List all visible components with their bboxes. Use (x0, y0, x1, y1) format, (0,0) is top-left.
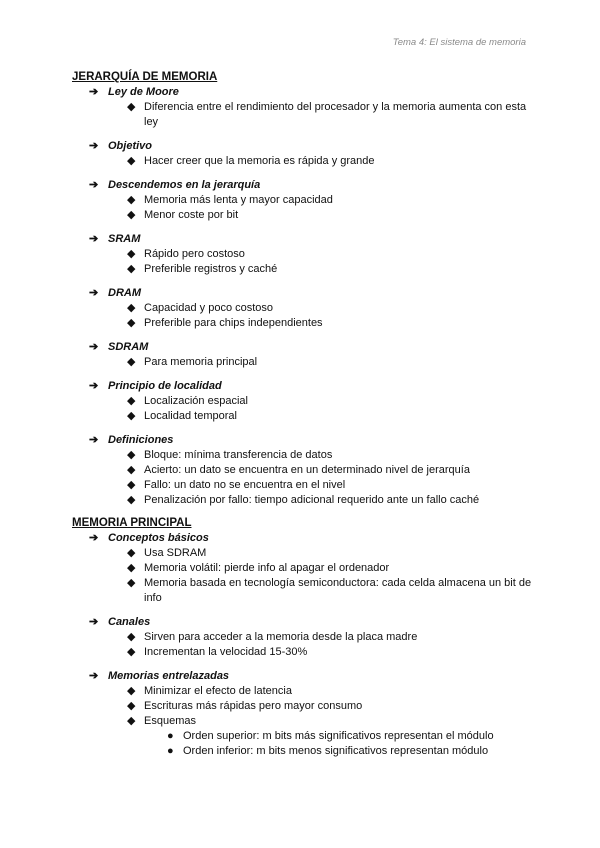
bullet-text: Escrituras más rápidas pero mayor consumo (144, 700, 363, 712)
bullet-list (127, 247, 532, 277)
diamond-bullet-icon: ◆ (127, 577, 136, 589)
arrow-icon: ➔ (89, 532, 99, 544)
arrow-icon: ➔ (89, 179, 99, 191)
bullet-item (127, 463, 532, 478)
bullet-item (127, 448, 532, 463)
bullet-list (127, 448, 532, 508)
bullet-text: Localización espacial (144, 395, 248, 407)
topic-label: SDRAM (108, 341, 149, 353)
bullet-text: Bloque: mínima transferencia de datos (144, 449, 333, 461)
diamond-bullet-icon: ◆ (127, 479, 136, 491)
section-title: MEMORIA PRINCIPAL (72, 517, 192, 529)
bullet-text: Hacer creer que la memoria es rápida y grande (144, 155, 375, 167)
diamond-bullet-icon: ◆ (127, 263, 136, 275)
diamond-bullet-icon: ◆ (127, 209, 136, 221)
diamond-bullet-icon: ◆ (127, 685, 136, 697)
bullet-item (127, 316, 532, 331)
bullet-text: Acierto: un dato se encuentra en un determinado nivel de jerarquía (144, 464, 470, 476)
bullet-item (127, 493, 532, 508)
diamond-bullet-icon: ◆ (127, 715, 136, 727)
sub-bullet-item (167, 729, 532, 744)
topic (89, 139, 532, 169)
sub-bullet-list (167, 729, 532, 759)
bullet-item (127, 262, 532, 277)
bullet-text: Preferible registros y caché (144, 263, 278, 275)
bullet-item (127, 478, 532, 493)
topic-heading (89, 232, 532, 247)
bullet-item (127, 247, 532, 262)
bullet-text: Preferible para chips independientes (144, 317, 323, 329)
bullet-text: Memoria basada en tecnología semiconductora: cada celda almacena un bit de info (144, 577, 532, 604)
bullet-list (127, 630, 532, 660)
bullet-text: Capacidad y poco costoso (144, 302, 274, 314)
arrow-icon: ➔ (89, 670, 99, 682)
topic (89, 85, 532, 130)
diamond-bullet-icon: ◆ (127, 562, 136, 574)
topic (89, 286, 532, 331)
diamond-bullet-icon: ◆ (127, 248, 136, 260)
topic-heading (89, 340, 532, 355)
topic (89, 669, 532, 759)
topic-label: DRAM (108, 287, 141, 299)
bullet-list (127, 154, 532, 169)
diamond-bullet-icon: ◆ (127, 494, 136, 506)
sub-bullet-item (167, 744, 532, 759)
diamond-bullet-icon: ◆ (127, 194, 136, 206)
diamond-bullet-icon: ◆ (127, 302, 136, 314)
topic (89, 615, 532, 660)
bullet-list (127, 355, 532, 370)
bullet-text: Menor coste por bit (144, 209, 239, 221)
diamond-bullet-icon: ◆ (127, 547, 136, 559)
bullet-text: Penalización por fallo: tiempo adicional requerido ante un fallo caché (144, 494, 480, 506)
topic-label: Objetivo (108, 140, 153, 152)
bullet-item (127, 301, 532, 316)
topic (89, 232, 532, 277)
bullet-item (127, 193, 532, 208)
topic-heading (89, 286, 532, 301)
bullet-text: Memoria volátil: pierde info al apagar el ordenador (144, 562, 390, 574)
bullet-item (127, 684, 532, 699)
bullet-item (127, 394, 532, 409)
bullet-item (127, 699, 532, 714)
topic-label: Ley de Moore (108, 86, 179, 98)
arrow-icon: ➔ (89, 86, 99, 98)
topic-heading (89, 433, 532, 448)
arrow-icon: ➔ (89, 233, 99, 245)
arrow-icon: ➔ (89, 341, 99, 353)
bullet-item (127, 714, 532, 729)
topic (89, 178, 532, 223)
topic-heading (89, 178, 532, 193)
topic-heading (89, 139, 532, 154)
topic-heading (89, 379, 532, 394)
dot-bullet-icon: ● (167, 730, 174, 742)
bullet-list (127, 546, 532, 606)
arrow-icon: ➔ (89, 380, 99, 392)
arrow-icon: ➔ (89, 287, 99, 299)
arrow-icon: ➔ (89, 616, 99, 628)
topic-label: Descendemos en la jerarquía (108, 179, 261, 191)
bullet-item (127, 645, 532, 660)
bullet-text: Localidad temporal (144, 410, 237, 422)
document-content (72, 70, 532, 759)
bullet-text: Incrementan la velocidad 15-30% (144, 646, 308, 658)
bullet-text: Usa SDRAM (144, 547, 207, 559)
bullet-list (127, 193, 532, 223)
bullet-item (127, 154, 532, 169)
topic-label: Definiciones (108, 434, 174, 446)
topic-heading (89, 669, 532, 684)
bullet-item (127, 576, 532, 606)
bullet-text: Minimizar el efecto de latencia (144, 685, 292, 697)
arrow-icon: ➔ (89, 140, 99, 152)
bullet-text: Fallo: un dato no se encuentra en el nivel (144, 479, 346, 491)
diamond-bullet-icon: ◆ (127, 395, 136, 407)
sub-bullet-text: Orden superior: m bits más significativos representan el módulo (183, 730, 494, 742)
diamond-bullet-icon: ◆ (127, 155, 136, 167)
diamond-bullet-icon: ◆ (127, 317, 136, 329)
topic (89, 433, 532, 508)
diamond-bullet-icon: ◆ (127, 464, 136, 476)
bullet-list (127, 394, 532, 424)
bullet-list (127, 301, 532, 331)
topic (89, 379, 532, 424)
topic-label: SRAM (108, 233, 141, 245)
topic-label: Memorias entrelazadas (108, 670, 230, 682)
bullet-item (127, 100, 532, 130)
bullet-text: Sirven para acceder a la memoria desde la placa madre (144, 631, 418, 643)
bullet-list (127, 684, 532, 759)
bullet-text: Para memoria principal (144, 356, 258, 368)
diamond-bullet-icon: ◆ (127, 646, 136, 658)
sub-bullet-text: Orden inferior: m bits menos significativos representan módulo (183, 745, 489, 757)
topic-label: Principio de localidad (108, 380, 222, 392)
bullet-item (127, 630, 532, 645)
diamond-bullet-icon: ◆ (127, 356, 136, 368)
diamond-bullet-icon: ◆ (127, 700, 136, 712)
bullet-text: Memoria más lenta y mayor capacidad (144, 194, 333, 206)
diamond-bullet-icon: ◆ (127, 631, 136, 643)
topic-heading (89, 615, 532, 630)
bullet-item (127, 546, 532, 561)
topic (89, 340, 532, 370)
topic-label: Canales (108, 616, 151, 628)
topic-heading (89, 85, 532, 100)
arrow-icon: ➔ (89, 434, 99, 446)
bullet-text: Rápido pero costoso (144, 248, 245, 260)
bullet-text: Esquemas (144, 715, 196, 727)
bullet-text: Diferencia entre el rendimiento del procesador y la memoria aumenta con esta ley (144, 101, 527, 128)
page-header: Tema 4: El sistema de memoria (392, 37, 526, 48)
bullet-list (127, 100, 532, 130)
topic (89, 531, 532, 606)
section-spacer (72, 508, 532, 516)
diamond-bullet-icon: ◆ (127, 410, 136, 422)
topic-label: Conceptos básicos (108, 532, 209, 544)
bullet-item (127, 409, 532, 424)
dot-bullet-icon: ● (167, 745, 174, 757)
bullet-item (127, 561, 532, 576)
bullet-item (127, 355, 532, 370)
topic-heading (89, 531, 532, 546)
bullet-item (127, 208, 532, 223)
section-title: JERARQUÍA DE MEMORIA (72, 71, 218, 83)
diamond-bullet-icon: ◆ (127, 101, 136, 113)
diamond-bullet-icon: ◆ (127, 449, 136, 461)
